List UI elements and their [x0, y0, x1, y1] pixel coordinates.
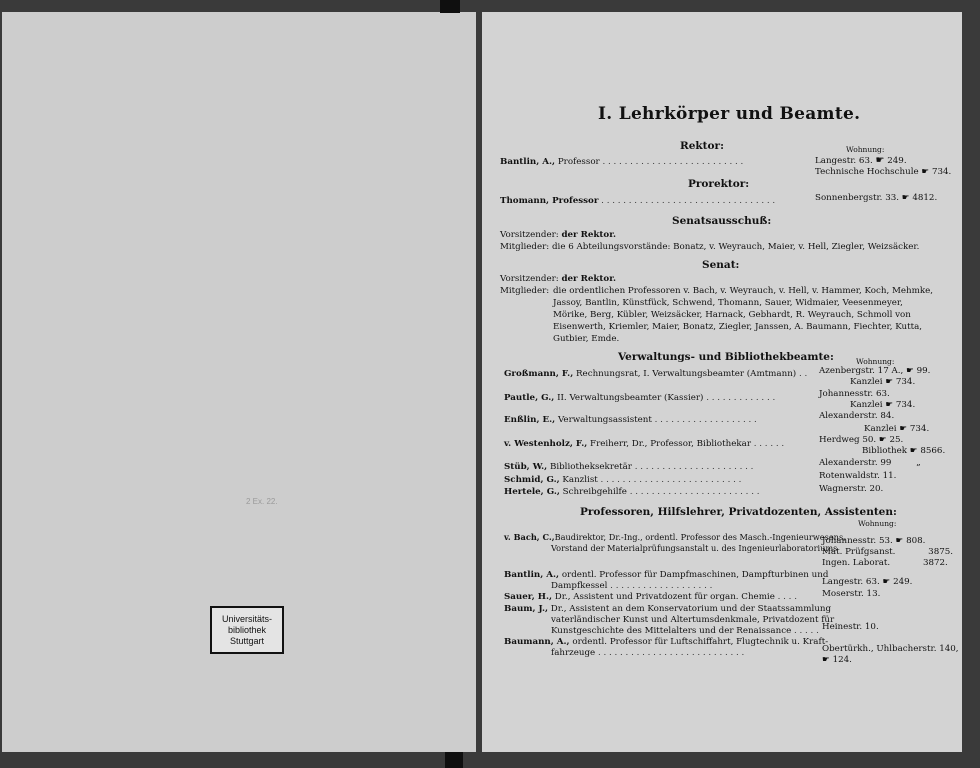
telephone-hand-icon: ☛: [882, 577, 891, 587]
senat-line: die ordentlichen Professoren v. Bach, v. Weyrauch, v. Hell, v. Hammer, Koch, Mehmke,: [553, 286, 934, 296]
telephone-hand-icon: ☛: [885, 377, 894, 387]
professor-entry-cont: fahrzeuge . . . . . . . . . . . . . . . . . . . . . . . . . . .: [551, 648, 745, 658]
senat-line: Gutbier, Emde.: [553, 334, 620, 344]
professor-address: Moserstr. 13.: [822, 589, 881, 599]
verwaltung-office: Bibliothek ☛ 8566.: [862, 446, 946, 456]
section-prorektor: Prorektor:: [688, 178, 750, 190]
telephone-hand-icon: ☛: [822, 655, 830, 665]
professor-entry: v. Bach, C.,Baudirektor, Dr.-Ing., ordentl. Professor des Masch.-Ingenieurwesens,: [504, 532, 846, 542]
wohnung-label: Wohnung:: [846, 145, 885, 154]
verwaltung-office: Kanzlei ☛ 734.: [864, 424, 930, 434]
library-stamp: Universitäts- bibliothek Stuttgart: [210, 606, 284, 654]
professor-entry-cont: Kunstgeschichte des Mittelalters und der Renaissance . . . . .: [551, 626, 819, 636]
verwaltung-address: Wagnerstr. 20.: [819, 484, 884, 494]
senat-line: Mörike, Berg, Kübler, Weizsäcker, Harnack, Gebhardt, R. Weyrauch, Schmoll von: [553, 310, 911, 320]
professor-entry-cont: vaterländischer Kunst und Altertumsdenkmale, Privatdozent für: [551, 615, 835, 625]
section-verwaltung: Verwaltungs- und Bibliothekbeamte:: [618, 351, 834, 363]
senat-line: Eisenwerth, Kriemler, Maier, Bonatz, Ziegler, Janssen, A. Baumann, Fiechter, Kutta,: [553, 322, 923, 332]
section-senat: Senat:: [702, 259, 740, 271]
telephone-hand-icon: ☛: [906, 366, 914, 376]
senat-mitglieder-label: Mitglieder:: [500, 286, 550, 296]
prorektor-entry: Thomann, Professor . . . . . . . . . . . . . . . . . . . . . . . . . . . . . . . .: [500, 196, 776, 206]
section-professoren: Professoren, Hilfslehrer, Privatdozenten, Assistenten:: [580, 506, 897, 518]
rektor-address: Langestr. 63. ☛ 249.: [815, 155, 907, 166]
telephone-hand-icon: ☛: [885, 400, 894, 410]
professor-address: Obertürkh., Uhlbacherstr. 140,: [822, 644, 959, 654]
verwaltung-entry: Großmann, F., Rechnungsrat, I. Verwaltungsbeamter (Amtmann) . .: [504, 369, 808, 379]
professor-address: Johannesstr. 53. ☛ 808.: [822, 536, 926, 546]
professor-address: Mat. Prüfgsanst. 3875.: [822, 547, 954, 557]
professor-address: Ingen. Laborat. 3872.: [822, 558, 948, 568]
verwaltung-entry: Pautle, G., II. Verwaltungsbeamter (Kassier) . . . . . . . . . . . . .: [504, 393, 776, 403]
professor-address: Langestr. 63. ☛ 249.: [822, 577, 913, 587]
rektor-entry: Bantlin, A., Professor . . . . . . . . . . . . . . . . . . . . . . . . . .: [500, 157, 744, 167]
telephone-hand-icon: ☛: [899, 424, 908, 434]
professor-entry: Bantlin, A., ordentl. Professor für Dampfmaschinen, Dampfturbinen und: [504, 570, 829, 580]
senatsausschuss-vorsitz: Vorsitzender: der Rektor.: [500, 230, 617, 240]
professor-address-tel: ☛ 124.: [822, 655, 852, 665]
verwaltung-entry: v. Westenholz, F., Freiherr, Dr., Professor, Bibliothekar . . . . . .: [504, 439, 785, 449]
senatsausschuss-mitglieder: Mitglieder: die 6 Abteilungsvorstände: Bonatz, v. Weyrauch, Maier, v. Hell, Ziegler, Weizsäcker.: [500, 242, 920, 252]
professor-address: Heinestr. 10.: [822, 622, 879, 632]
verwaltung-address: Alexanderstr. 99 „: [819, 458, 921, 468]
verwaltung-entry: Stüb, W., Bibliotheksekretär . . . . . . . . . . . . . . . . . . . . . .: [504, 462, 754, 472]
telephone-hand-icon: ☛: [909, 446, 918, 456]
professor-entry: Baumann, A., ordentl. Professor für Luftschiffahrt, Flugtechnik u. Kraft-: [504, 637, 829, 647]
telephone-hand-icon: ☛: [895, 536, 904, 546]
rektor-office: Technische Hochschule ☛ 734.: [815, 167, 952, 177]
verwaltung-entry: Enßlin, E., Verwaltungsassistent . . . . . . . . . . . . . . . . . . .: [504, 415, 757, 425]
binding-clip-bottom: [445, 752, 463, 768]
verwaltung-address: Johannesstr. 63.: [819, 389, 890, 399]
wohnung-label: Wohnung:: [858, 519, 897, 528]
professor-entry: Sauer, H., Dr., Assistent und Privatdozent für organ. Chemie . . . .: [504, 592, 797, 602]
telephone-hand-icon: ☛: [901, 193, 910, 203]
verwaltung-address: Rotenwaldstr. 11.: [819, 471, 897, 481]
verwaltung-address: Azenbergstr. 17 A., ☛ 99.: [819, 366, 931, 376]
verwaltung-address: Alexanderstr. 84.: [819, 411, 895, 421]
verwaltung-address: Herdweg 50. ☛ 25.: [819, 435, 904, 445]
verwaltung-office: Kanzlei ☛ 734.: [850, 377, 916, 387]
telephone-hand-icon: ☛: [921, 167, 930, 177]
prorektor-address: Sonnenbergstr. 33. ☛ 4812.: [815, 193, 938, 203]
verwaltung-entry: Schmid, G., Kanzlist . . . . . . . . . . . . . . . . . . . . . . . . . .: [504, 475, 742, 485]
section-rektor: Rektor:: [680, 140, 724, 152]
page-title: I. Lehrkörper und Beamte.: [598, 104, 861, 124]
section-senatsausschuss: Senatsausschuß:: [672, 215, 772, 227]
telephone-hand-icon: ☛: [875, 155, 885, 166]
senat-vorsitz: Vorsitzender: der Rektor.: [500, 274, 617, 284]
telephone-hand-icon: ☛: [878, 435, 887, 445]
verwaltung-office: Kanzlei ☛ 734.: [850, 400, 916, 410]
senat-line: Jassoy, Bantlin, Künstfück, Schwend, Thomann, Sauer, Widmaier, Veesenmeyer,: [553, 298, 903, 308]
professor-entry-cont: Vorstand der Materialprüfungsanstalt u. des Ingenieurlaboratoriums: [551, 543, 838, 553]
wohnung-label: Wohnung:: [856, 357, 895, 366]
binding-clip-top: [440, 0, 460, 13]
professor-entry-cont: Dampfkessel . . . . . . . . . . . . . . . . . . .: [551, 581, 713, 591]
professor-entry: Baum, J., Dr., Assistent an dem Konservatorium und der Staatssammlung: [504, 604, 832, 614]
verwaltung-entry: Hertele, G., Schreibgehilfe . . . . . . . . . . . . . . . . . . . . . . . .: [504, 487, 760, 497]
pencil-mark: 2 Ex. 22.: [246, 497, 278, 506]
